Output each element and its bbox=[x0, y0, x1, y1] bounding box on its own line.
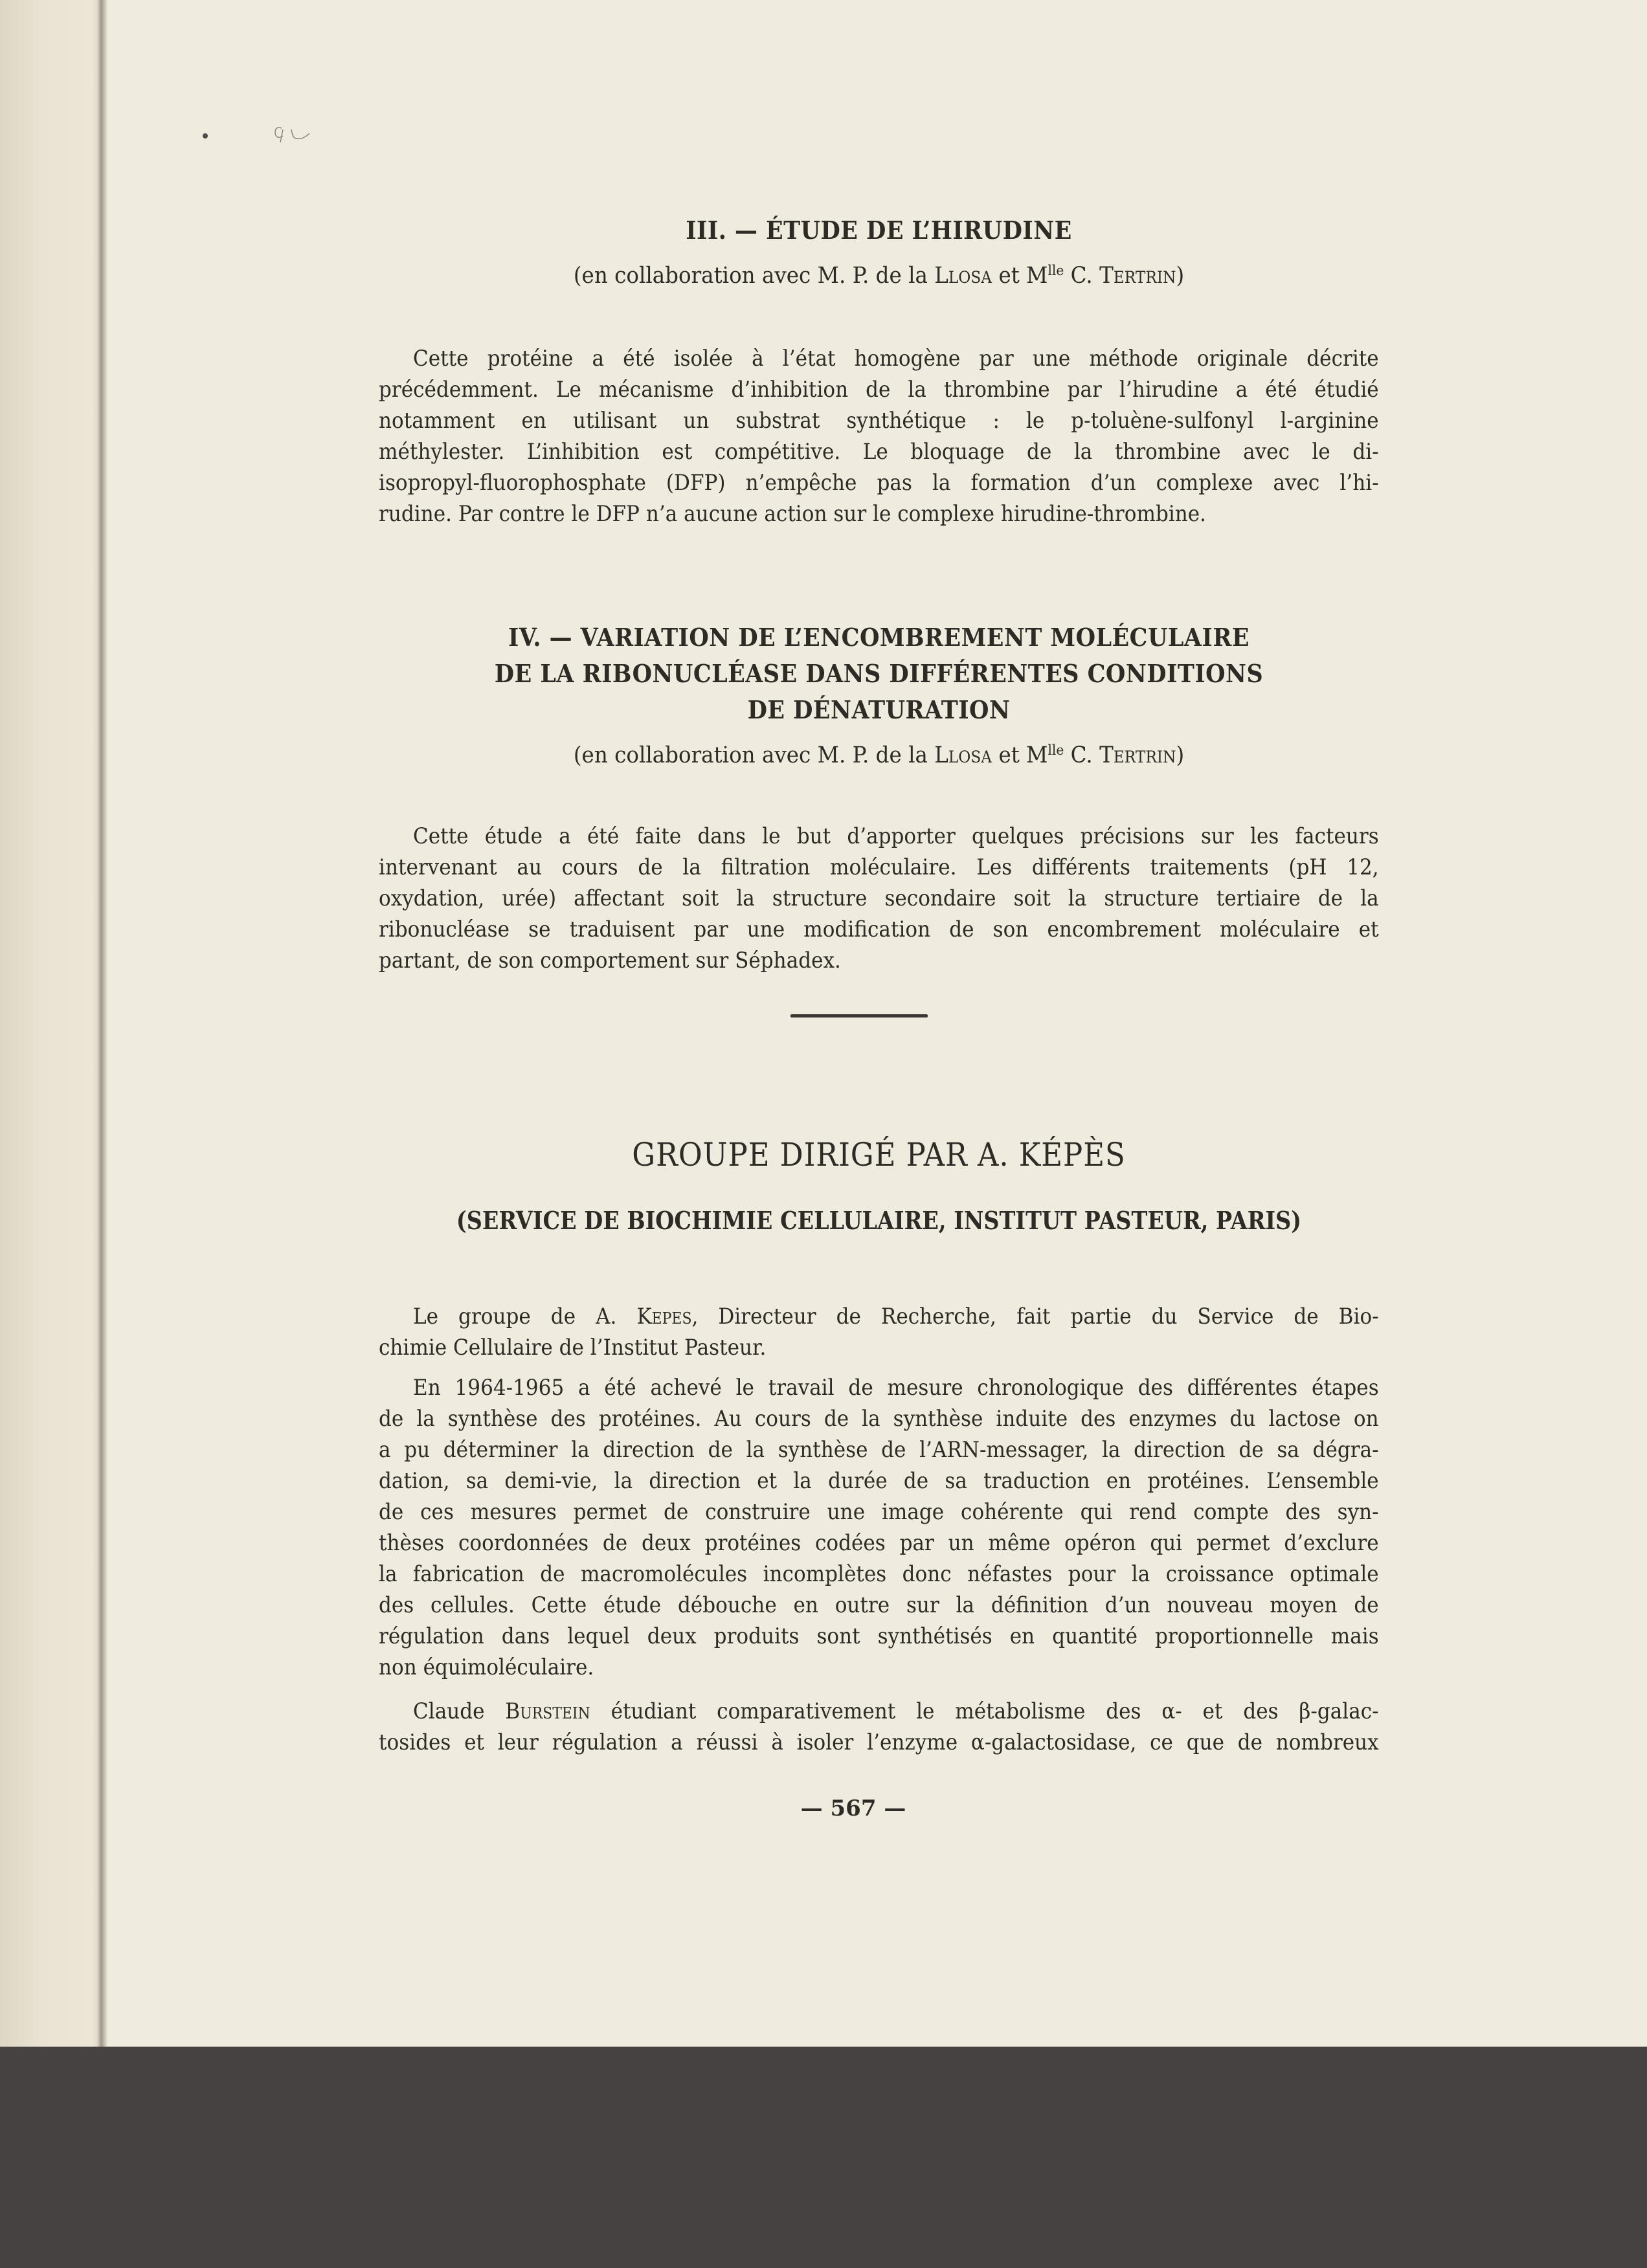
paragraph bbox=[379, 1696, 1379, 1758]
section-separator-rule bbox=[790, 1014, 928, 1017]
paragraph bbox=[379, 1301, 1379, 1363]
collaboration-line bbox=[414, 735, 1344, 772]
collab-name: Tertrin bbox=[1099, 262, 1176, 289]
pencil-scribble bbox=[275, 128, 309, 142]
paragraph bbox=[379, 343, 1379, 529]
collab-prefix: (en collaboration avec M. P. de la bbox=[573, 262, 935, 289]
group-title: GROUPE DIRIGÉ PAR A. KÉPÈS bbox=[632, 1136, 1126, 1173]
text-line: la fabrication de macromolécules incomplètes donc néfastes pour la croissance optimale bbox=[379, 1561, 1379, 1587]
scanner-background bbox=[0, 2047, 1647, 2268]
text-line: thèses coordonnées de deux protéines codées par un même opéron qui permet d’exclure bbox=[379, 1530, 1379, 1556]
section-heading-line: DE LA RIBONUCLÉASE DANS DIFFÉRENTES CONDITIONS bbox=[494, 659, 1264, 688]
text-line: tosides et leur régulation a réussi à isoler l’enzyme α-galactosidase, ce que de nombreux bbox=[379, 1729, 1379, 1755]
text-line: ribonucléase se traduisent par une modification de son encombrement moléculaire et bbox=[379, 917, 1379, 942]
text-line: chimie Cellulaire de l’Institut Pasteur. bbox=[379, 1335, 767, 1361]
text-line: méthylester. L’inhibition est compétitive. Le bloquage de la thrombine avec le di- bbox=[379, 439, 1379, 465]
collab-prefix: (en collaboration avec M. P. de la bbox=[573, 742, 935, 768]
text-line: rudine. Par contre le DFP n’a aucune action sur le complexe hirudine-thrombine. bbox=[379, 501, 1207, 527]
text-line: des cellules. Cette étude débouche en outre sur la définition d’un nouveau moyen de bbox=[379, 1592, 1379, 1618]
collab-initial: C. bbox=[1064, 262, 1100, 289]
paragraph bbox=[379, 1372, 1379, 1683]
group-subtitle: (SERVICE DE BIOCHIMIE CELLULAIRE, INSTITUT PASTEUR, PARIS) bbox=[456, 1206, 1302, 1235]
previous-page-edge bbox=[0, 0, 102, 2047]
collab-name: Llosa bbox=[934, 742, 992, 768]
text-line: a pu déterminer la direction de la synthèse de l’ARN-messager, la direction de sa dégra- bbox=[379, 1437, 1379, 1463]
book-gutter bbox=[97, 0, 107, 2047]
text-line: Le groupe de A. Kepes, Directeur de Recherche, fait partie du Service de Bio- bbox=[413, 1304, 1379, 1329]
page-number: — 567 — bbox=[800, 1796, 906, 1821]
collab-mid: et M bbox=[992, 262, 1048, 289]
text-line: de ces mesures permet de construire une image cohérente qui rend compte des syn- bbox=[379, 1499, 1379, 1525]
text-line: Claude Burstein étudiant comparativement le métabolisme des α- et des β-galac- bbox=[413, 1698, 1379, 1724]
person-name: Kepes bbox=[636, 1304, 692, 1329]
section-heading: III. — ÉTUDE DE L’HIRUDINE bbox=[686, 216, 1072, 245]
collab-name: Tertrin bbox=[1099, 742, 1176, 768]
text-line: partant, de son comportement sur Séphadex. bbox=[379, 948, 841, 973]
person-name: Burstein bbox=[505, 1698, 590, 1724]
text-line: dation, sa demi-vie, la direction et la durée de sa traduction en protéines. L’ensemble bbox=[379, 1468, 1379, 1494]
text-line: oxydation, urée) affectant soit la structure secondaire soit la structure tertiaire de la bbox=[379, 885, 1379, 911]
collab-mid: et M bbox=[992, 742, 1048, 768]
collab-initial: C. bbox=[1064, 742, 1100, 768]
text-line: intervenant au cours de la filtration moléculaire. Les différents traitements (pH 12, bbox=[379, 854, 1379, 880]
collab-suffix: ) bbox=[1176, 742, 1185, 768]
text-line: En 1964-1965 a été achevé le travail de mesure chronologique des différentes étapes bbox=[413, 1375, 1379, 1401]
text-line: non équimoléculaire. bbox=[379, 1654, 594, 1680]
section-heading-line: IV. — VARIATION DE L’ENCOMBREMENT MOLÉCULAIRE bbox=[508, 623, 1249, 652]
text-line: Cette protéine a été isolée à l’état homogène par une méthode originale décrite bbox=[413, 346, 1379, 372]
ink-dot bbox=[203, 133, 208, 139]
section-heading-line: DE DÉNATURATION bbox=[747, 695, 1011, 724]
collaboration-line bbox=[414, 255, 1344, 292]
text-line: isopropyl-fluorophosphate (DFP) n’empêche pas la formation d’un complexe avec l’hi- bbox=[379, 470, 1379, 496]
text-line: de la synthèse des protéines. Au cours de la synthèse induite des enzymes du lactose on bbox=[379, 1406, 1379, 1432]
text-line: précédemment. Le mécanisme d’inhibition de la thrombine par l’hirudine a été étudié bbox=[379, 377, 1379, 403]
text-line: régulation dans lequel deux produits sont synthétisés en quantité proportionnelle mais bbox=[379, 1623, 1379, 1649]
text-line: Cette étude a été faite dans le but d’apporter quelques précisions sur les facteurs bbox=[413, 823, 1379, 849]
collab-sup: lle bbox=[1048, 263, 1064, 279]
collab-suffix: ) bbox=[1176, 262, 1185, 289]
collab-sup: lle bbox=[1048, 742, 1064, 759]
paragraph bbox=[379, 821, 1379, 976]
margin-pencil-annotation bbox=[194, 123, 363, 188]
text-line: notamment en utilisant un substrat synthétique : le p-toluène-sulfonyl l-arginine bbox=[379, 408, 1379, 434]
collab-name: Llosa bbox=[934, 262, 992, 289]
